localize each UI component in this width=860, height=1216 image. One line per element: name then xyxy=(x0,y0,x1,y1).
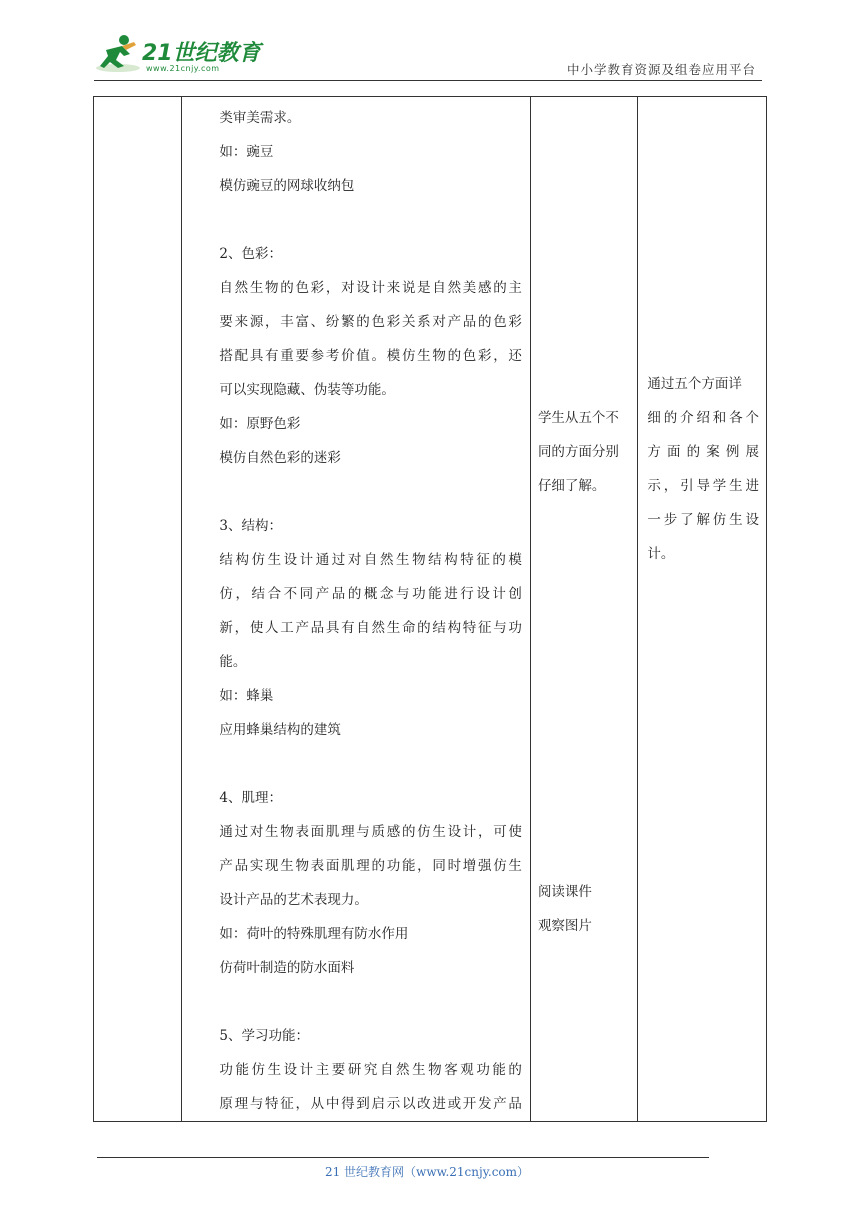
text-line: 自然生物的色彩，对设计来说是自然美感的主 xyxy=(219,280,522,296)
text-line: 示，引导学生进 xyxy=(647,478,759,494)
lesson-table xyxy=(93,96,767,1122)
text-line: 结构仿生设计通过对自然生物结构特征的模 xyxy=(219,552,522,568)
page-header xyxy=(0,0,860,80)
text-line: 通过对生物表面肌理与质感的仿生设计，可使 xyxy=(219,824,522,840)
text-line: 细的介绍和各个 xyxy=(647,410,759,426)
text-line: 设计产品的艺术表现力。 xyxy=(219,892,368,908)
text-line: 一步了解仿生设 xyxy=(647,512,759,528)
teacher-activity-cell xyxy=(182,97,531,1122)
text-line: 新，使人工产品具有自然生命的结构特征与功 xyxy=(219,620,522,636)
platform-title: 中小学教育资源及组卷应用平台 xyxy=(566,62,756,77)
logo-text: 21世纪教育 xyxy=(142,41,261,66)
text-line: 如：豌豆 xyxy=(219,144,274,160)
site-logo[interactable] xyxy=(94,32,264,78)
text-line: 3、结构： xyxy=(219,518,282,534)
text-line: 通过五个方面详 xyxy=(647,376,742,392)
text-line: 如：原野色彩 xyxy=(219,416,301,432)
student-activity-text-a xyxy=(538,401,631,503)
text-line: 模仿豌豆的网球收纳包 xyxy=(219,178,355,194)
student-activity-cell xyxy=(530,97,637,1122)
text-line: 4、肌理： xyxy=(219,790,282,806)
text-line: 2、色彩： xyxy=(219,246,282,262)
blank-line xyxy=(219,985,522,1019)
text-line: 类审美需求。 xyxy=(219,110,301,126)
text-line: 阅读课件 xyxy=(537,884,592,900)
text-line: 能。 xyxy=(219,654,247,670)
text-line: 仿荷叶制造的防水面料 xyxy=(219,960,355,976)
text-line: 仔细了解。 xyxy=(537,478,606,494)
text-line: 计。 xyxy=(647,546,675,562)
runner-logo-icon xyxy=(94,32,140,74)
text-line: 如：蜂巢 xyxy=(219,688,274,704)
design-intent-cell xyxy=(638,97,767,1122)
text-line: 要来源，丰富、纷繁的色彩关系对产品的色彩 xyxy=(219,314,522,330)
text-line: 同的方面分别 xyxy=(537,444,619,460)
text-line: 5、学习功能： xyxy=(219,1028,309,1044)
text-line: 模仿自然色彩的迷彩 xyxy=(219,450,341,466)
student-activity-text-b xyxy=(538,875,631,943)
teacher-activity-text xyxy=(219,101,522,1121)
text-line: 产品实现生物表面肌理的功能，同时增强仿生 xyxy=(219,858,522,874)
page-footer xyxy=(0,1163,860,1180)
blank-line xyxy=(219,475,522,509)
text-line: 仿，结合不同产品的概念与功能进行设计创 xyxy=(219,586,522,602)
blank-line xyxy=(219,203,522,237)
footer-text: 21 世纪教育网（www.21cnjy.com） xyxy=(324,1165,530,1179)
logo-url: www.21cnjy.com xyxy=(146,64,220,73)
header-divider xyxy=(94,80,762,81)
text-line: 功能仿生设计主要研究自然生物客观功能的 xyxy=(219,1062,522,1078)
blank-line xyxy=(219,747,522,781)
text-line: 方面的案例展 xyxy=(647,444,759,460)
footer-divider xyxy=(97,1157,709,1158)
text-line: 应用蜂巢结构的建筑 xyxy=(219,722,341,738)
design-intent-text xyxy=(647,367,759,571)
text-line: 搭配具有重要参考价值。模仿生物的色彩，还 xyxy=(219,348,522,364)
table-row xyxy=(94,97,767,1122)
text-line: 可以实现隐藏、伪装等功能。 xyxy=(219,382,395,398)
text-line: 观察图片 xyxy=(537,918,592,934)
text-line: 学生从五个不 xyxy=(537,410,619,426)
text-line: 如：荷叶的特殊肌理有防水作用 xyxy=(219,926,409,942)
stage-cell xyxy=(94,97,182,1122)
text-line: 原理与特征，从中得到启示以改进或开发产品 xyxy=(219,1096,522,1112)
